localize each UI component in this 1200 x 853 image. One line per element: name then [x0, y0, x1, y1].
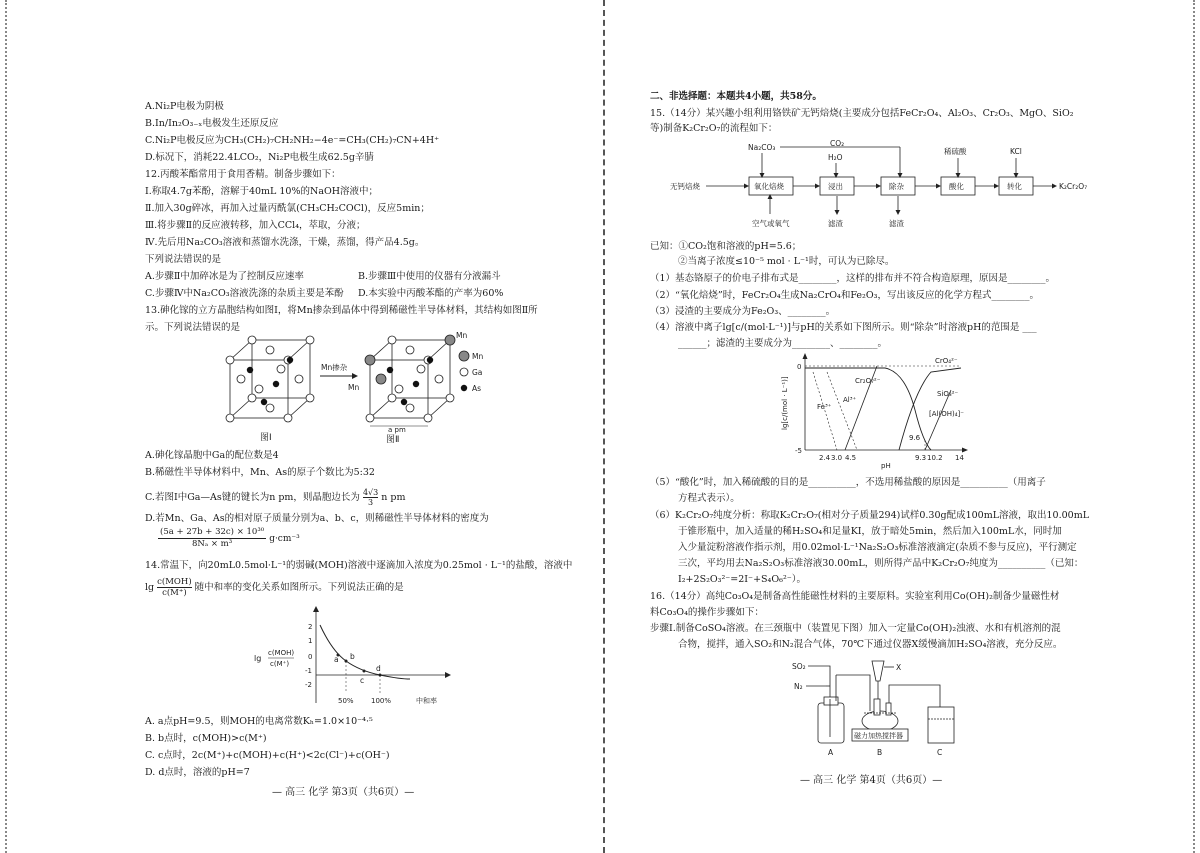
graph-ylabel: lg[c/(mol · L⁻¹)] — [781, 376, 789, 430]
q15-part-6-line4: 三次，平均用去Na₂S₂O₃标准溶液30.00mL，则所得产品中K₂Cr₂O₇纯度为__________（已知： — [678, 558, 1084, 569]
q15-part-5-line1: （5）“酸化”时，加入稀硫酸的目的是__________，不选用稀盐酸的原因是__________（用离子 — [650, 477, 1046, 488]
q14-ytick-neg1: -1 — [305, 667, 312, 675]
q14-neutralization-graph — [250, 605, 460, 710]
q16-step1-line1: 步骤Ⅰ.制备CoSO₄溶液。在三颈瓶中（装置见下图）加入一定量Co(OH)₂浊液、水和有机溶剂的混 — [650, 623, 1061, 634]
flow-residue-2: 滤渣 — [889, 219, 904, 228]
q13-option-d-numerator: (5a + 27b + 32c) × 10³⁰ — [160, 527, 265, 537]
graph-xtick-14: 14 — [955, 454, 964, 462]
q15-part-6-line1: （6）K₂Cr₂O₇纯度分析：称取K₂Cr₂O₇(相对分子质量294)试样0.30g配成100mL溶液，取出10.00mL — [650, 510, 1090, 521]
k2cr2o7-process-flow — [670, 138, 1110, 238]
graph-y-neg5: -5 — [795, 447, 802, 455]
flow-h2o: H₂O — [828, 153, 843, 162]
crystal-structure-figure — [220, 328, 520, 446]
flow-co2: CO₂ — [830, 139, 845, 148]
q11-option-c: C.Ni₂P电极反应为CH₃(CH₂)₇CH₂NH₂−4e⁻=CH₃(CH₂)₇CN+4H⁺ — [145, 135, 440, 146]
q14-ytick-0: 0 — [308, 653, 313, 661]
lattice-param-label: a pm — [388, 426, 406, 434]
q13-option-c-denominator: 3 — [368, 498, 374, 507]
q13-option-c — [145, 488, 406, 507]
exam-page-3 — [0, 0, 598, 853]
q15-stem-line1: 15.（14分）某兴趣小组利用铬铁矿无钙焙烧(主要成分包括FeCr₂O₄、Al₂O₃、Cr₂O₃、MgO、SiO₂ — [650, 108, 1074, 119]
q14-ytick-neg2: -2 — [305, 681, 312, 689]
q13-option-b: B.稀磁性半导体材料中，Mn、As的原子个数比为5:32 — [145, 467, 375, 478]
q14-graph-ylabel-lg: lg — [254, 654, 262, 663]
crystal-cell-1 — [226, 336, 314, 422]
flow-acidify: 酸化 — [949, 182, 964, 191]
page-binding-divider — [603, 0, 609, 853]
q16-stem-line2: 料Co₃O₄的操作步骤如下： — [650, 607, 764, 618]
lgc-vs-ph-graph — [765, 350, 995, 470]
q14-point-d: d — [376, 664, 381, 673]
q15-part-4-line2: ______；滤渣的主要成分为________、________。 — [678, 338, 888, 349]
q15-part-5-line2: 方程式表示）。 — [678, 493, 740, 504]
q14-option-c: C. c点时，2c(M⁺)+c(MOH)+c(H⁺)<2c(Cl⁻)+c(OH⁻) — [145, 750, 390, 761]
reaction-apparatus — [790, 655, 970, 763]
apparatus-stirrer-label: 磁力加热搅拌器 — [854, 732, 903, 740]
q14-point-c: c — [360, 676, 365, 685]
q11-option-a: A.Ni₂P电极为阴极 — [145, 101, 224, 112]
q13-stem-line2: 示。下列说法错误的是 — [145, 322, 241, 333]
mn-label-top: Mn — [456, 331, 468, 340]
apparatus-so2: SO₂ — [792, 662, 806, 671]
q12-step-2: Ⅱ.加入30g碎冰，再加入过量丙酰氯(CH₃CH₂COCl)，反应5min； — [145, 203, 430, 214]
apparatus-label-b: B — [877, 748, 883, 757]
curve-sio3 — [925, 390, 951, 450]
q14-frac-den: c(M⁺) — [162, 588, 187, 598]
q15-part-3: （3）浸渣的主要成分为Fe₂O₃、________。 — [650, 306, 836, 317]
q15-stem-line2: 等)制备K₂Cr₂O₇的流程如下： — [650, 123, 778, 134]
q14-point-b: b — [350, 652, 355, 661]
q15-part-2: （2）“氧化焙烧”时，FeCr₂O₄生成Na₂CrO₄和Fe₂O₃，写出该反应的化学方程式________。 — [650, 290, 1039, 301]
series-sio3: SiO₃²⁻ — [937, 390, 959, 398]
q12-option-c: C.步骤Ⅳ中Na₂CO₃溶液洗涤的杂质主要是苯酚 — [145, 288, 344, 299]
q14-ytick-1: 1 — [308, 637, 313, 645]
q13-option-c-post: n pm — [381, 492, 406, 503]
q14-option-a: A. a点pH=9.5，则MOH的电离常数Kₕ=1.0×10⁻⁴·⁵ — [145, 716, 373, 727]
flow-product: K₂Cr₂O₇ — [1059, 182, 1088, 191]
q13-option-d-denominator: 8Nₐ × m³ — [192, 539, 233, 549]
q15-part-6-line5: I₂+2S₂O₃²⁻=2I⁻+S₄O₆²⁻）。 — [678, 574, 807, 585]
q16-stem-line1: 16.（14分）高纯Co₃O₄是制备高性能磁性材料的主要原料。实验室利用Co(OH)₂制备少量磁性材 — [650, 591, 1060, 602]
q14-ytick-2: 2 — [308, 623, 313, 631]
series-fe3: Fe³⁺ — [817, 403, 832, 411]
q14-graph-ylabel-den: c(M⁺) — [270, 660, 290, 668]
flow-kcl: KCl — [1010, 147, 1022, 156]
q13-option-c-fraction — [363, 488, 378, 507]
q15-part-4-line1: （4）溶液中离子lg[c/(mol·L⁻¹)]与pH的关系如下图所示。则“除杂”时溶液pH的范围是 ___ — [650, 322, 1037, 333]
graph-label-9-6: 9.6 — [909, 434, 921, 442]
graph-xtick-2-4: 2.4 — [819, 454, 831, 462]
q14-graph-ylabel-num: c(MOH) — [268, 649, 295, 657]
q14-option-b: B. b点时，c(MOH)>c(M⁺) — [145, 733, 267, 744]
q14-frac-num: c(MOH) — [157, 577, 192, 587]
q12-option-d: D.本实验中丙酸苯酯的产率为60% — [358, 288, 504, 299]
flow-residue-1: 滤渣 — [828, 219, 843, 228]
q13-option-d-unit: g·cm⁻³ — [269, 534, 300, 544]
graph-xlabel: pH — [881, 462, 891, 470]
q13-stem-line1: 13.砷化镓的立方晶胞结构如图Ⅰ，将Mn掺杂到晶体中得到稀磁性半导体材料，其结构如图Ⅱ所 — [145, 305, 538, 316]
q14-lg: lg — [145, 582, 155, 593]
graph-xtick-10-2: 10.2 — [927, 454, 943, 462]
figure-1-caption: 图Ⅰ — [260, 433, 272, 443]
q11-option-d: D.标况下，消耗22.4LCO₂，Ni₂P电极生成62.5g辛腈 — [145, 152, 374, 163]
q12-step-3: Ⅲ.将步骤Ⅱ的反应液转移，加入CCl₄，萃取，分液； — [145, 220, 366, 231]
known-condition-1: 已知：①CO₂饱和溶液的pH=5.6； — [650, 241, 802, 252]
flow-na2co3: Na₂CO₃ — [748, 143, 776, 152]
q14-stem-line2 — [145, 577, 404, 598]
page-4-footer: — 高三 化学 第4页（共6页）— — [800, 775, 943, 786]
flow-start-label: 无钙焙烧 — [670, 182, 700, 191]
flow-leach: 浸出 — [828, 182, 843, 191]
series-cr2o7: Cr₂O₇²⁻ — [855, 377, 881, 385]
flow-air: 空气或氧气 — [752, 219, 790, 228]
q14-option-d: D. d点时，溶液的pH=7 — [145, 767, 250, 778]
q12-option-b: B.步骤Ⅲ中使用的仪器有分液漏斗 — [358, 271, 501, 282]
series-cro4: CrO₄²⁻ — [935, 357, 958, 365]
legend-mn: Mn — [472, 352, 484, 361]
q14-point-a: a — [334, 655, 339, 664]
graph-y-zero: 0 — [797, 363, 802, 371]
q14-xtick-100: 100% — [371, 697, 392, 705]
q12-ask: 下列说法错误的是 — [145, 254, 222, 265]
q12-step-4: Ⅳ.先后用Na₂CO₃溶液和蒸馏水洗涤，干燥，蒸馏，得产品4.5g。 — [145, 237, 425, 248]
q12-option-a: A.步骤Ⅱ中加碎冰是为了控制反应速率 — [145, 271, 304, 282]
series-al3: Al³⁺ — [843, 396, 857, 404]
q13-option-d: D.若Mn、Ga、As的相对原子质量分别为a、b、c，则稀磁性半导体材料的密度为 — [145, 513, 489, 524]
apparatus-n2: N₂ — [794, 682, 803, 691]
flow-purify: 除杂 — [889, 182, 904, 191]
graph-xtick-4-5: 4.5 — [845, 454, 857, 462]
curve-al3 — [827, 372, 857, 450]
apparatus-label-c: C — [937, 748, 943, 757]
q14-xlabel: 中和率 — [416, 697, 437, 705]
page-3-footer: — 高三 化学 第3页（共6页）— — [272, 787, 415, 798]
q12-stem: 12.丙酸苯酯常用于食用香精。制备步骤如下： — [145, 169, 341, 180]
graph-xtick-3-0: 3.0 — [831, 454, 843, 462]
flow-dilute-acid: 稀硫酸 — [944, 147, 967, 156]
q15-part-1: （1）基态铬原子的价电子排布式是________，这样的排布并不符合构造原理，原因是________。 — [650, 273, 1056, 284]
graph-xtick-9-3: 9.3 — [915, 454, 927, 462]
flow-roast: 氧化焙烧 — [754, 182, 784, 191]
q14-stem-tail: 随中和率的变化关系如图所示。下列说法正确的是 — [194, 582, 404, 593]
q13-option-a: A.砷化镓晶胞中Ga的配位数是4 — [145, 450, 279, 461]
curve-fe3 — [813, 372, 837, 450]
section-heading: 二、非选择题：本题共4小题，共58分。 — [650, 91, 822, 102]
mn-label-left: Mn — [348, 383, 360, 392]
exam-page-4 — [610, 0, 1200, 853]
figure-2-caption: 图Ⅱ — [386, 435, 400, 445]
q13-option-d-formula — [158, 527, 300, 550]
flow-convert: 转化 — [1007, 182, 1022, 191]
q15-part-6-line2: 于锥形瓶中，加入适量的稀H₂SO₄和足量KI，放于暗处5min，然后加入100mL水，同时加 — [678, 526, 1062, 537]
known-condition-2: ②当离子浓度≤10⁻⁵ mol · L⁻¹时，可认为已除尽。 — [678, 256, 895, 267]
q13-option-c-numerator: 4√3 — [362, 488, 379, 497]
q12-step-1: Ⅰ.称取4.7g苯酚，溶解于40mL 10%的NaOH溶液中； — [145, 186, 379, 197]
apparatus-label-x: X — [896, 663, 902, 672]
legend-as: As — [472, 384, 482, 393]
q16-step1-line2: 合物，搅拌，通入SO₂和N₂混合气体，70℃下通过仪器X缓慢滴加H₂SO₄溶液，充分反应。 — [678, 639, 1063, 650]
q13-option-c-pre: C.若图Ⅰ中Ga—As键的键长为n pm，则晶胞边长为 — [145, 492, 360, 503]
q14-xtick-50: 50% — [338, 697, 354, 705]
legend-ga: Ga — [472, 368, 483, 377]
q15-part-6-line3: 入少量淀粉溶液作指示剂，用0.02mol·L⁻¹Na₂S₂O₃标准溶液滴定(杂质不参与反应)，平行测定 — [678, 542, 1077, 553]
q14-stem-line1: 14.常温下，向20mL0.5mol·L⁻¹的弱碱(MOH)溶液中逐滴加入浓度为0.25mol · L⁻¹的盐酸，溶液中 — [145, 560, 573, 571]
apparatus-label-a: A — [828, 748, 834, 757]
crystal-cell-2 — [365, 335, 455, 422]
doping-label: Mn掺杂 — [321, 363, 348, 372]
series-aloh4: [Al(OH)₄]⁻ — [929, 410, 964, 418]
crystal-legend — [459, 351, 483, 393]
q11-option-b: B.In/In₂O₃₋ₓ电极发生还原反应 — [145, 118, 279, 129]
